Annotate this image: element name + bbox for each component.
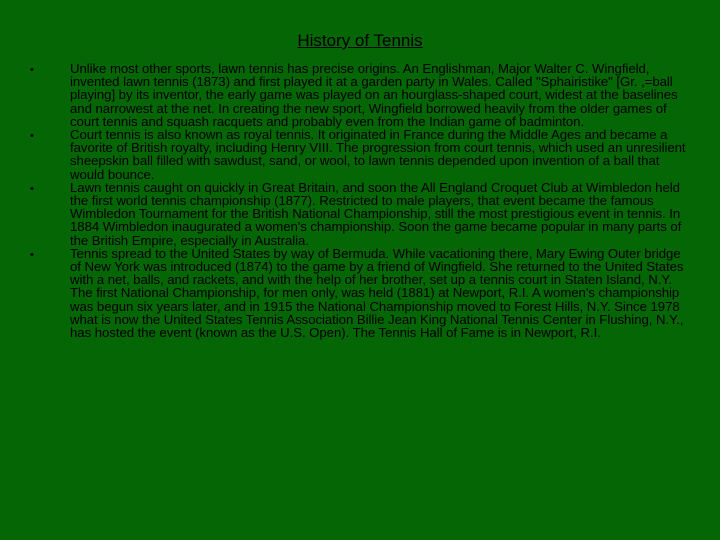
bullet-item-1 bbox=[30, 62, 690, 128]
bullet-text-4: Tennis spread to the United States by way of Bermuda. While vacationing there, Mary Ewing Outer bridge of New York was introduced (1874) to the game by a friend of Wingfield. She returned to the United States with a net, balls, and rackets, and with the help of her brother, set up a tennis court in Staten Island, N.Y. The first National Championship, for men only, was held (1881) at Newport, R.I. A women's championship was begun six years later, and in 1915 the National Championship moved to Forest Hills, N.Y. Since 1978 what is now the United States Tennis Association Billie Jean King National Tennis Center in Flushing, N.Y., has hosted the event (known as the U.S. Open). The Tennis Hall of Fame is in Newport, R.I. bbox=[70, 245, 684, 341]
bullet-list bbox=[30, 62, 690, 339]
bullet-text-1: Unlike most other sports, lawn tennis has precise origins. An Englishman, Major Walter C. Wingfield, invented lawn tennis (1873) and first played it at a garden party in Wales. Called "Sphairistike" [Gr. ,=ball playing] by its inventor, the early game was played on an hourglass-shaped court, widest at the baselines and narrowest at the net. In creating the new sport, Wingfield borrowed heavily from the older games of court tennis and squash racquets and probably even from the Indian game of badminton. bbox=[70, 61, 678, 129]
bullet-item-4 bbox=[30, 247, 690, 339]
bullet-icon: • bbox=[30, 130, 34, 143]
bullet-text-3: Lawn tennis caught on quickly in Great Britain, and soon the All England Croquet Club at Wimbledon held the first world tennis championship (1877). Restricted to male players, that event became the famous Wimbledon Tournament for the British National Championship, still the most prestigious event in tennis. In 1884 Wimbledon inaugurated a women's championship. Soon the game became popular in many parts of the British Empire, especially in Australia. bbox=[70, 179, 682, 248]
slide-title: History of Tennis bbox=[297, 31, 423, 50]
bullet-icon: • bbox=[30, 182, 34, 195]
bullet-item-3 bbox=[30, 181, 690, 247]
bullet-icon: • bbox=[30, 248, 34, 261]
bullet-item-2 bbox=[30, 128, 690, 181]
bullet-icon: • bbox=[30, 64, 34, 76]
bullet-text-2: Court tennis is also known as royal tennis. It originated in France during the Middle Ages and became a favorite of British royalty, including Henry VIII. The progression from court tennis, which used an unresilient sheepskin ball filled with sawdust, sand, or wool, to lawn tennis depended upon invention of a ball that would bounce. bbox=[70, 127, 686, 182]
